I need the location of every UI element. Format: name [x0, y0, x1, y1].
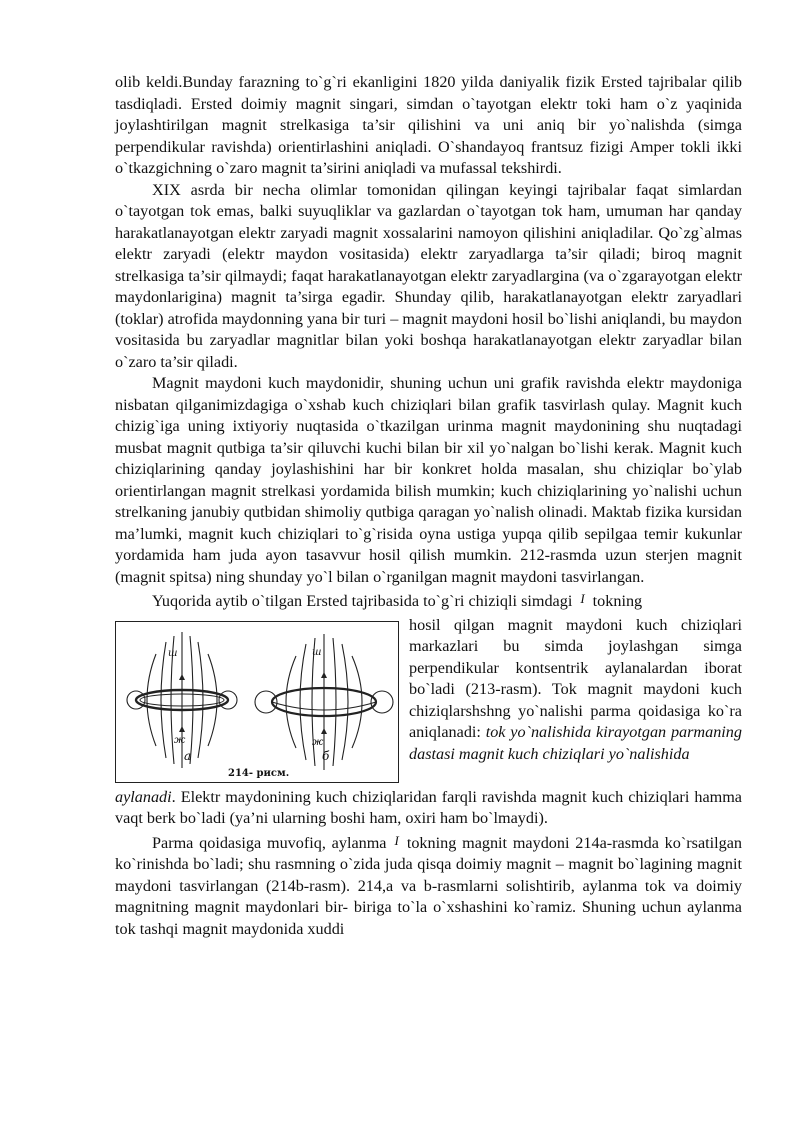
paragraph-2: XIX asrda bir necha olimlar tomonidan qilingan keyingi tajribalar faqat simlardan o`tayotgan tok emas, balki suyuqliklar va gazlardan o`tayotgan tok ham, umuman har qanday harakatlanayotgan elektr zaryadi magnit xossalarini namoyon qilishini aniqladilar. Qo`zg`almas elektr zaryadi (elektr maydon vositasida) elektr zaryadlarga ta’sir qiladi; biroq magnit strelkasiga ta’sir qilmaydi; faqat harakatlanayotgan elektr zaryadlargina (va o`zgarayotgan elektr maydonlarigina) magnit ta’sirga egadir. Shunday qilib, harakatlanayotgan elektr zaryadlari (toklar) atrofida maydonning yana bir turi – magnit maydoni hosil bo`lishi aniqlandi, bu maydon vositasida bu zaryadlar magnitlar bilan yoki boshqa harakatlanayotgan elektr zaryadlar bilan o`zaro ta’sir qiladi.: [115, 180, 742, 371]
side-italic-rule: tok yo`nalishida kirayotgan parmaning dastasi magnit kuch chiziqlari yo`nalishida: [409, 723, 742, 763]
pole-label-b-top: ш: [312, 646, 322, 658]
pole-label-a-top: ш: [168, 647, 178, 659]
rule-italic-end: aylanadi: [115, 787, 172, 806]
magnetic-field-lines-illustration: [116, 622, 398, 782]
subfigure-label-a: а: [184, 748, 192, 763]
current-symbol-2: I: [394, 832, 399, 848]
figure-block: [115, 615, 742, 787]
figure-caption: 214- рисм.: [228, 767, 290, 779]
subfigure-label-b: б: [322, 748, 330, 763]
document-page: [115, 72, 742, 940]
current-symbol: I: [580, 591, 585, 606]
figure-side-text: [409, 615, 742, 766]
paragraph-5: [115, 830, 742, 941]
paragraph-4-text-after: tokning: [592, 592, 643, 610]
paragraph-1: olib keldi.Bunday farazning to`g`ri ekanligini 1820 yilda daniyalik fizik Ersted tajribalar qilib tasdiqladi. Ersted doimiy magnit singari, simdan o`tayotgan elektr toki ham o`z yaqinida joylashtirilgan magnit strelkasiga ta’sir qilishini va uni aniq bir yo`nalishda (simga perpendikular ravishda) orientirlashini aniqladi. O`shandayoq frantsuz fizigi Amper tokli ikki o`tkazgichning o`zaro magnit ta’sirini aniqladi va mufassal tekshirdi.: [115, 73, 742, 177]
side-paragraph: [409, 615, 742, 766]
continuation-text: . Elektr maydonining kuch chiziqlaridan farqli ravishda magnit kuch chiziqlari hamma vaqt berk bo`ladi (ya’ni ularning boshi ham, oxiri ham bo`lmaydi).: [115, 787, 742, 827]
paragraph-3: Magnit maydoni kuch maydonidir, shuning uchun uni grafik ravishda elektr maydoniga nisbatan qilganimizdagiga o`xshab kuch chiziqlari bilan grafik tasvirlash qulay. Magnit kuch chizig`iga uning ixtiyoriy nuqtasida o`tkazilgan urinma magnit maydonining shu nuqtadagi musbat magnit qutbiga ta’sir qiluvchi kuchi bilan bir xil yo`nalgan bo`lishi kerak. Magnit kuch chiziqlarining qanday joylashishini har bir konkret holda masalan, shu chiziqlar bo`ylab orientirlangan magnit strelkasi yordamida bilish mumkin; kuch chiziqlarining yo`nalishi uchun strelkaning janubiy qutbidan shimoliy qutbiga qaragan yo`nalish olinadi. Maktab fizika kursidan ma’lumki, magnit kuch chiziqlari to`g`risida oyna ustiga yupqa qilib sepilgaa temir kukunlar yordamida ham juda ayon tasavvur hosil qilish mumkin. 212-rasmda uzun sterjen magnit (magnit spitsa) ning shunday yo`l bilan o`rganilgan magnit maydoni tasvirlangan.: [115, 374, 742, 586]
side-text: hosil qilgan magnit maydoni kuch chiziqlari markazlari bu simda joylashgan simga perpendikular kontsentrik aylanalardan iborat bo`ladi (213-rasm). Tok magnit maydoni kuch chiziqlarshshng yo`nalishi parma qoidasiga ko`ra aniqlanadi:: [409, 615, 742, 741]
paragraph-4-first-line: [115, 588, 742, 613]
paragraph-5-text-before: Parma qoidasiga muvofiq, aylanma: [152, 833, 387, 852]
paragraph-4-continuation: [115, 787, 742, 830]
pole-label-b-bottom: ж: [312, 736, 324, 748]
paragraph-5-text-after: tokning magnit maydoni 214a-rasmda ko`rsatilgan ko`rinishda bo`ladi; shu rasmning o`zida juda qisqa doimiy magnit – magnit bo`lagining magnit maydoni tasvirlangan (214b-rasm). 214,a va b-rasmlarni solishtirib, aylanma tok va doimiy magnitning magnit maydonlari bir- biriga to`la o`xshashini ko`ramiz. Shuning uchun aylanma tok tashqi magnit maydonida xuddi: [115, 833, 742, 938]
paragraph-4-text-before: Yuqorida aytib o`tilgan Ersted tajribasida to`g`ri chiziqli simdagi: [152, 592, 573, 610]
figure-214: [115, 621, 399, 783]
pole-label-a-bottom: ж: [174, 734, 186, 746]
